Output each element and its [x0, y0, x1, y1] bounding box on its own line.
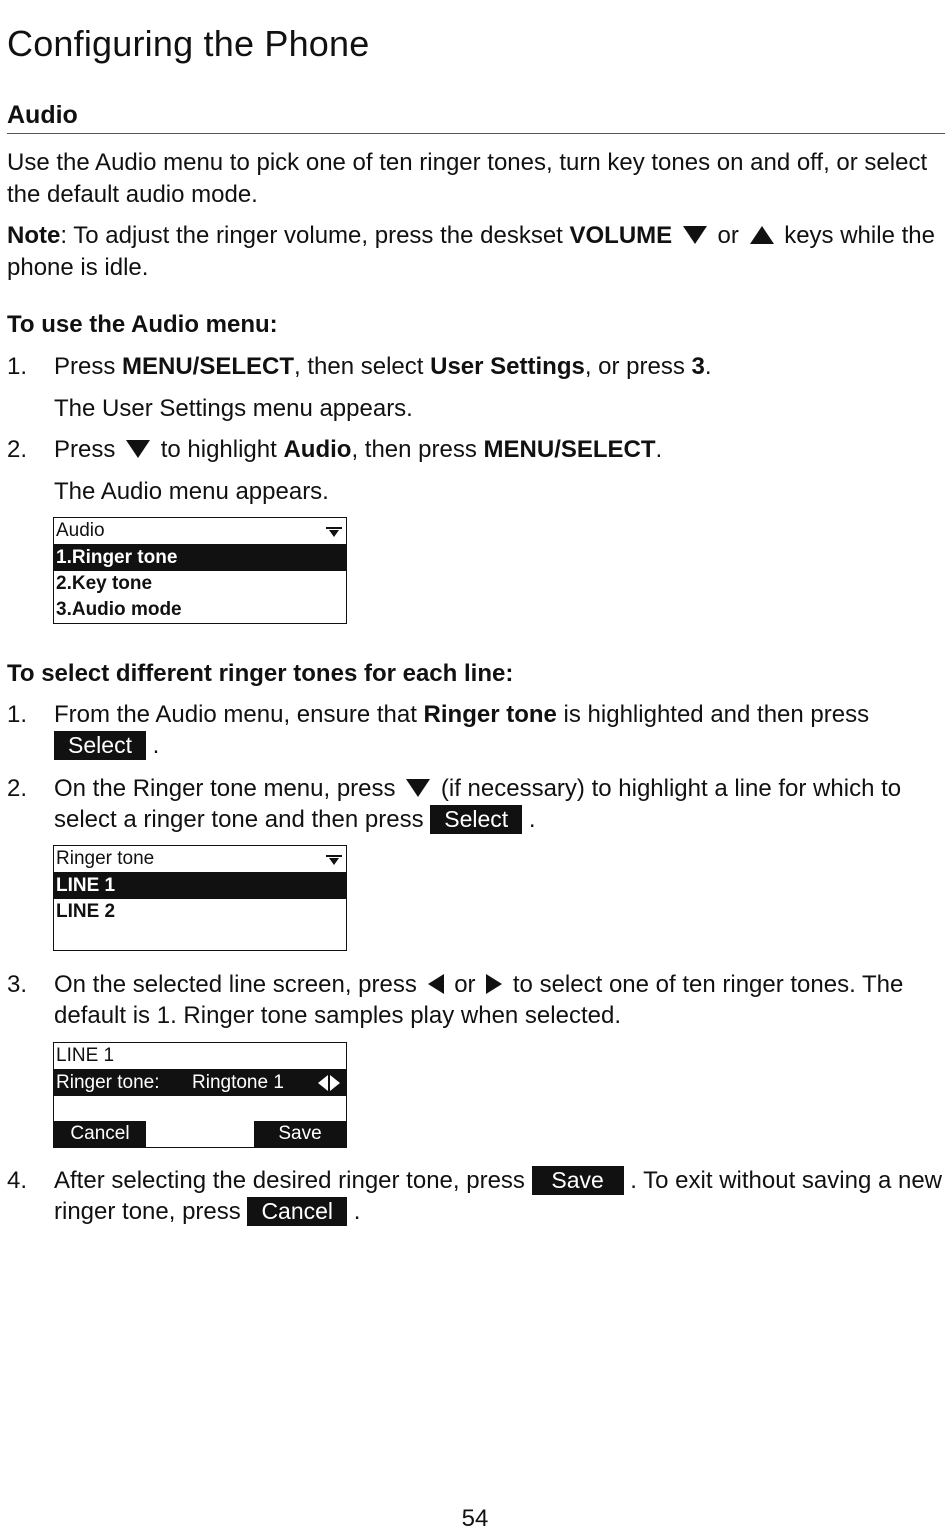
up-arrow-icon [750, 226, 774, 244]
step-a2-part: . [655, 436, 663, 463]
ringer-tone-field-label: Ringer tone: [56, 1072, 160, 1093]
step-b1-text [54, 699, 945, 761]
note-label: Note [7, 222, 61, 249]
step-a2-part: , then press [351, 436, 484, 463]
note-or: or [717, 222, 739, 249]
step-a1-part: , then select [294, 353, 431, 380]
line-1-screen [53, 1042, 347, 1148]
down-arrow-icon [406, 779, 430, 797]
step-a2-part: Press [54, 436, 116, 463]
volume-key: VOLUME [569, 222, 673, 249]
down-arrow-icon [683, 226, 707, 244]
note-text-a: : To adjust the ringer volume, press the deskset [60, 222, 570, 249]
menu-select-key: MENU/SELECT [483, 436, 656, 463]
step-b2-part: . [528, 806, 536, 833]
cancel-softkey[interactable]: Cancel [54, 1121, 146, 1147]
step-b1-part: From the Audio menu, ensure that [54, 701, 424, 728]
step-a1-number: 1. [7, 353, 28, 380]
step-b2-text [54, 773, 945, 835]
cancel-softkey-inline: Cancel [247, 1197, 347, 1226]
step-b3-part: to select one of ten ringer tones. The default is 1. Ringer tone samples play when selected. [54, 971, 904, 1029]
step-b1-number: 1. [7, 701, 28, 728]
step-a2-text [54, 434, 945, 465]
page-title: Configuring the Phone [7, 23, 370, 64]
step-a1-part: Press [54, 353, 123, 380]
step-b4-text [54, 1165, 945, 1227]
step-a2-part: to highlight [160, 436, 284, 463]
scroll-down-icon [326, 527, 342, 537]
note-paragraph [7, 220, 945, 283]
ringer-tone-screen [53, 845, 347, 951]
key-3: 3 [691, 353, 705, 380]
use-audio-heading: To use the Audio menu: [7, 311, 278, 338]
screen-header-label: LINE 1 [56, 1045, 115, 1066]
step-b3-text [54, 969, 945, 1031]
intro-paragraph: Use the Audio menu to pick one of ten ringer tones, turn key tones on and off, or select the default audio mode. [7, 149, 928, 208]
section-divider [7, 133, 945, 134]
step-b3-number: 3. [7, 971, 28, 998]
menu-item-ringer-tone[interactable]: 1.Ringer tone [54, 545, 346, 571]
step-b1-part: . [152, 732, 160, 759]
page-number: 54 [461, 1505, 489, 1532]
screen-header [54, 846, 346, 873]
select-softkey: Select [430, 805, 522, 834]
section-heading: Audio [7, 101, 78, 129]
step-a1-part: . [704, 353, 712, 380]
step-a2-number: 2. [7, 436, 28, 463]
menu-item-line-1[interactable]: LINE 1 [54, 873, 346, 899]
left-arrow-icon [428, 974, 444, 994]
ringer-tone-label: Ringer tone [423, 701, 557, 728]
screen-header [54, 1043, 346, 1070]
step-b4-part: . To exit without saving a new ringer tone, press [54, 1167, 942, 1225]
step-b2-part: On the Ringer tone menu, press [54, 775, 396, 802]
select-softkey: Select [54, 731, 146, 760]
scroll-down-icon [326, 855, 342, 865]
step-b3-part: On the selected line screen, press [54, 971, 417, 998]
step-a1-text [54, 351, 945, 382]
menu-select-key: MENU/SELECT [122, 353, 295, 380]
menu-item-line-2[interactable]: LINE 2 [56, 901, 116, 922]
step-b3-part: or [454, 971, 476, 998]
step-b2-part: (if necessary) to highlight a line for which to select a ringer tone and then press [54, 775, 902, 833]
menu-item-key-tone[interactable]: 2.Key tone [56, 573, 153, 594]
screen-header [54, 518, 346, 545]
note-text-b: keys while the phone is idle. [7, 222, 935, 281]
down-arrow-icon [126, 440, 150, 458]
audio-label: Audio [283, 436, 352, 463]
user-settings-label: User Settings [430, 353, 585, 380]
step-b2-number: 2. [7, 775, 28, 802]
step-a2-result: The Audio menu appears. [54, 478, 329, 505]
screen-header-label: Audio [56, 520, 105, 541]
step-b1-part: is highlighted and then press [556, 701, 870, 728]
audio-menu-screen [53, 517, 347, 624]
save-softkey-inline: Save [532, 1166, 624, 1195]
step-a1-result: The User Settings menu appears. [54, 395, 413, 422]
save-softkey[interactable]: Save [254, 1121, 346, 1147]
step-b4-part: After selecting the desired ringer tone, press [54, 1167, 525, 1194]
step-a1-part: , or press [584, 353, 692, 380]
ringer-tone-selector[interactable] [54, 1070, 346, 1096]
ringer-tone-value: Ringtone 1 [192, 1072, 284, 1093]
left-right-arrows-icon [318, 1075, 342, 1091]
select-ringer-heading: To select different ringer tones for each line: [7, 660, 514, 687]
step-b4-part: . [353, 1198, 361, 1225]
menu-item-audio-mode[interactable]: 3.Audio mode [56, 599, 182, 620]
screen-header-label: Ringer tone [56, 848, 155, 869]
step-b4-number: 4. [7, 1167, 28, 1194]
right-arrow-icon [486, 974, 502, 994]
